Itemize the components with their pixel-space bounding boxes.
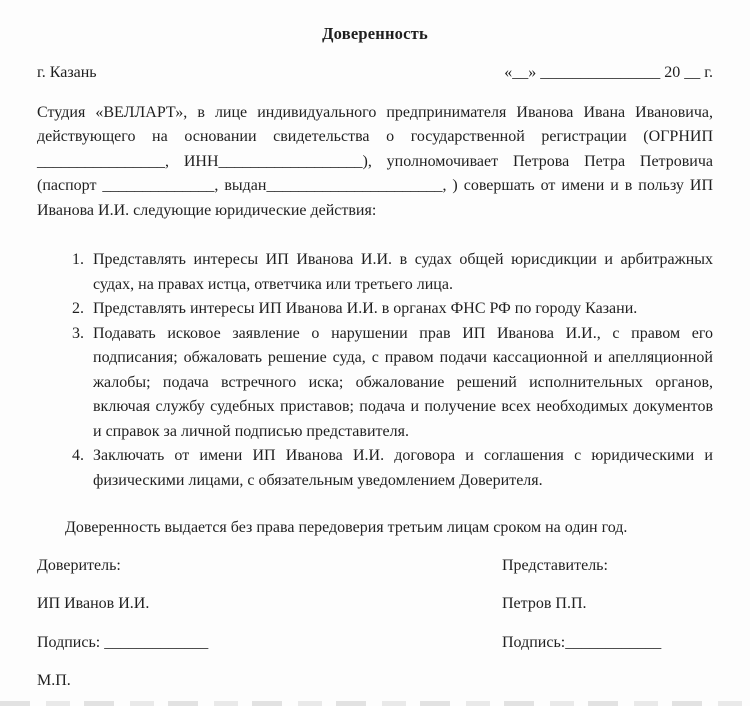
- representative-signature-line: Подпись:____________: [502, 633, 662, 651]
- representative-column: [502, 554, 713, 670]
- intro-paragraph: Студия «ВЕЛЛАРТ», в лице индивидуального предпринимателя Иванова Ивана Ивановича, действующего на основании свидетельства о государственной регистрации (ОГРНИП ________________, ИНН__________________), уполномочивает Петрова Петра Петровича (паспорт ______________, выдан______________________, ) совершать от имени и в пользу ИП Иванова И.И. следующие юридические действия:: [37, 103, 713, 219]
- principal-column: [37, 554, 502, 670]
- term-clause: Доверенность выдается без права передоверия третьим лицам сроком на один год.: [65, 519, 628, 536]
- representative-name: Петров П.П.: [502, 595, 587, 612]
- principal-role-label: Доверитель:: [37, 556, 121, 574]
- list-item-contracts: 4. Заключать от имени ИП Иванова И.И. договора и соглашения с юридическими и физическими лицами, с обязательным уведомлением Доверителя.: [88, 444, 713, 493]
- list-item-tax-representation: 2. Представлять интересы ИП Иванова И.И. в органах ФНС РФ по городу Казани.: [88, 297, 713, 322]
- date-blank-line: «__» _______________ 20 __ г.: [504, 64, 713, 81]
- list-item-lawsuits: 3. Подавать исковое заявление о нарушении прав ИП Иванова И.И., с правом его подписания; обжаловать решение суда, с правом подачи кассационной и апелляционной жалобы; подача встречного иска; обжалование решений исполнительных органов, включая службу судебных приставов; подача и получение всех необходимых документов и справок за личной подписью представителя.: [88, 322, 713, 445]
- principal-signature-line: Подпись: _____________: [37, 633, 209, 651]
- representative-role-label: Представитель:: [502, 556, 608, 574]
- list-item-court-representation: 1. Представлять интересы ИП Иванова И.И. в судах общей юрисдикции и арбитражных судах, на правах истца, ответчика или третьего лица.: [88, 248, 713, 297]
- signature-block: [37, 554, 713, 670]
- document-title: Доверенность: [322, 24, 428, 43]
- cutoff-text-band: [0, 701, 750, 706]
- city-date-row: [37, 61, 713, 86]
- powers-list: [37, 248, 713, 493]
- city-label: г. Казань: [37, 64, 97, 81]
- stamp-placeholder: М.П.: [37, 672, 71, 689]
- principal-name: ИП Иванов И.И.: [37, 595, 150, 612]
